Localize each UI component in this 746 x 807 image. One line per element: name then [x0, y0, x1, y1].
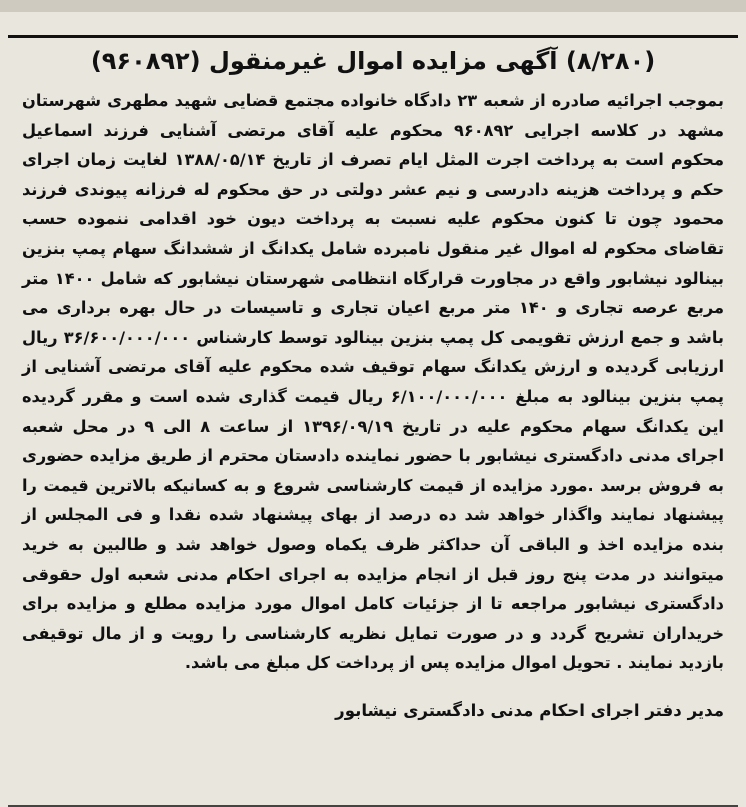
previous-article-edge	[0, 0, 746, 12]
notice-title: (۸/۲۸۰) آگهی مزایده اموال غیرمنقول (۹۶۰۸۹۲)	[90, 47, 656, 75]
notice-signature: مدیر دفتر اجرای احکام مدنی دادگستری نیشابور	[335, 700, 724, 720]
notice-body: بموجب اجرائیه صادره از شعبه ۲۳ دادگاه خانواده مجتمع قضایی شهید مطهری شهرستان مشهد در کلاسه اجرایی ۹۶۰۸۹۲ محکوم علیه آقای مرتضی آشنایی فرزند اسماعیل محکوم است به پرداخت اجرت المثل ایام تصرف از تاریخ ۱۳۸۸/۰۵/۱۴ لغایت زمان اجرای حکم و پرداخت هزینه دادرسی و نیم عشر دولتی در حق محکوم له فرزانه پیوندی فرزند محمود چون تا کنون محکوم علیه نسبت به پرداخت دیون خود اقدامی ننموده حسب تقاضای محکوم له اموال غیر منقول نامبرده شامل یکدانگ از ششدانگ سهام پمپ بنزین بینالود نیشابور واقع در مجاورت قرارگاه انتظامی شهرستان نیشابور که شامل ۱۴۰۰ متر مربع عرصه تجاری و ۱۴۰ متر مربع اعیان تجاری و تاسیسات در حال بهره برداری می باشد و جمع ارزش تقویمی کل پمپ بنزین بینالود توسط کارشناس ۳۶/۶۰۰/۰۰۰/۰۰۰ ریال ارزیابی گردیده و ارزش یکدانگ سهام توقیف شده محکوم علیه آقای مرتضی آشنایی از پمپ بنزین بینالود به مبلغ ۶/۱۰۰/۰۰۰/۰۰۰ ریال قیمت گذاری شده است و مقرر گردیده این یکدانگ سهام محکوم علیه در تاریخ ۱۳۹۶/۰۹/۱۹ از ساعت ۸ الی ۹ در محل شعبه اجرای مدنی دادگستری نیشابور با حضور نماینده دادستان محترم از طریق مزایده حضوری به فروش برسد .مورد مزایده از قیمت کارشناسی شروع و به کسانیکه بالاترین قیمت را پیشنهاد نمایند واگذار خواهد شد ده درصد از بهای پیشنهاد شده نقدا و فی المجلس از بنده مزایده اخذ و الباقی آن حداکثر ظرف یکماه وصول خواهد شد و طالبین به خرید میتوانند در مدت پنج روز قبل از انجام مزایده به اجرای احکام مدنی شعبه اول حقوقی دادگستری نیشابور مراجعه تا از جزئیات کامل اموال مورد مزایده مطلع و مزایده برای خریداران تشریح گردد و در صورت تمایل نظریه کارشناسی را رویت و از مال توقیفی بازدید نمایند . تحویل اموال مزایده پس از پرداخت کل مبلغ می باشد.	[22, 91, 724, 673]
auction-notice	[8, 35, 738, 724]
